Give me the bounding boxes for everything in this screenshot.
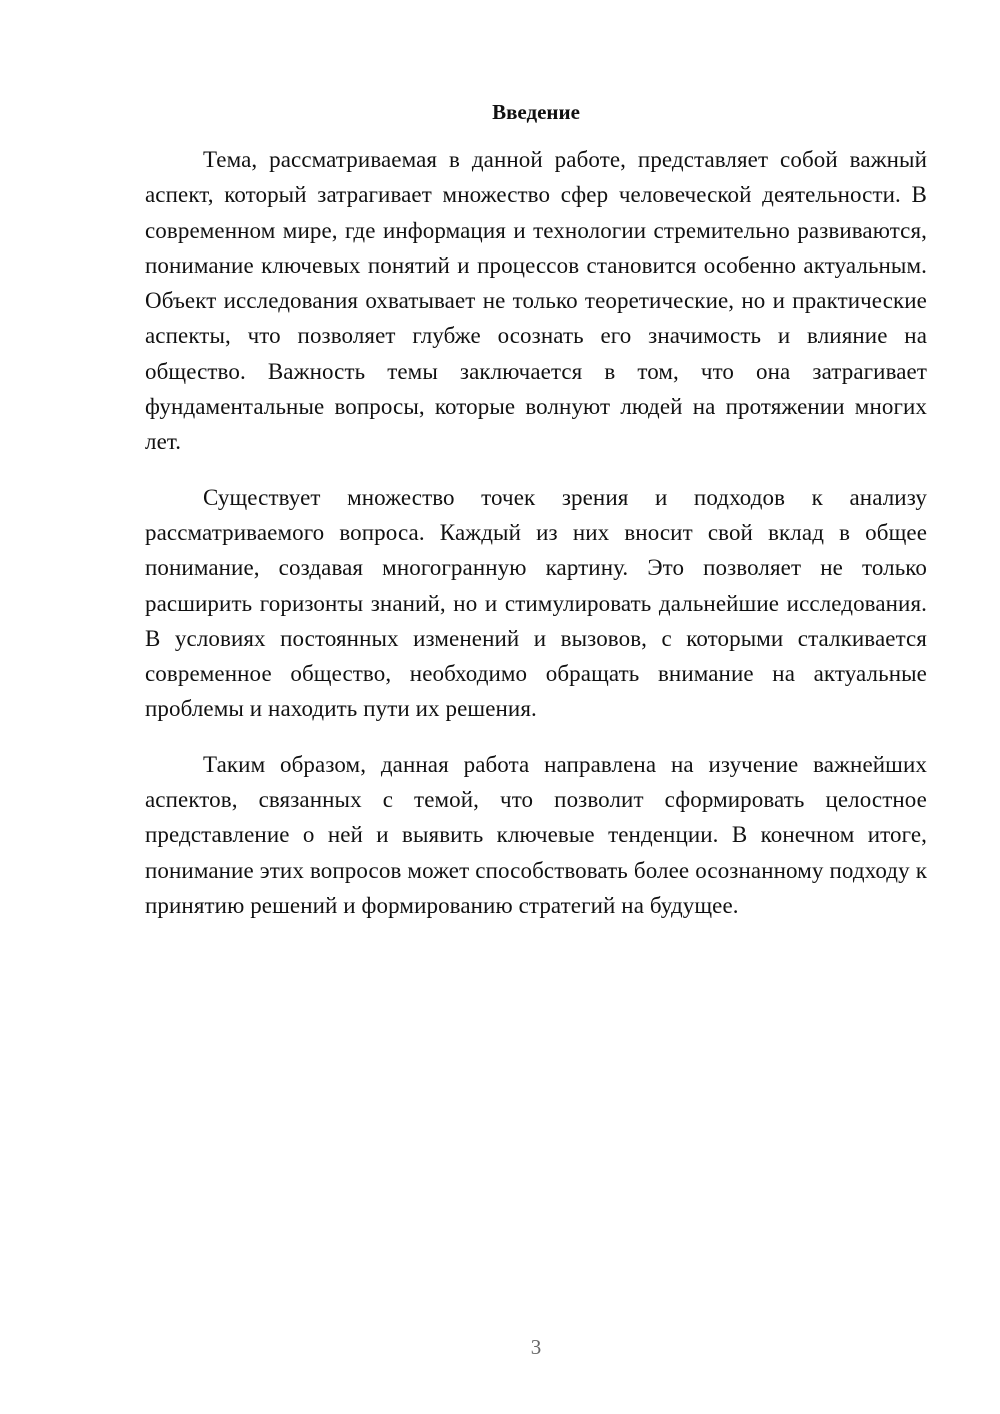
body-text: [145, 142, 927, 943]
paragraph-1: Тема, рассматриваемая в данной работе, представляет собой важный аспект, который затрагивает множество сфер человеческой деятельности. В современном мире, где информация и технологии стремительно развиваются, понимание ключевых понятий и процессов становится особенно актуальным. Объект исследования охватывает не только теоретические, но и практические аспекты, что позволяет глубже осознать его значимость и влияние на общество. Важность темы заключается в том, что она затрагивает фундаментальные вопросы, которые волнуют людей на протяжении многих лет.: [145, 147, 927, 455]
page-number: 3: [530, 1335, 542, 1359]
paragraph-2: Существует множество точек зрения и подходов к анализу рассматриваемого вопроса. Каждый из них вносит свой вклад в общее понимание, создавая многогранную картину. Это позволяет не только расширить горизонты знаний, но и стимулировать дальнейшие исследования. В условиях постоянных изменений и вызовов, с которыми сталкивается современное общество, необходимо обращать внимание на актуальные проблемы и находить пути их решения.: [145, 484, 927, 722]
paragraph-3: Таким образом, данная работа направлена на изучение важнейших аспектов, связанных с темой, что позволит сформировать целостное представление о ней и выявить ключевые тенденции. В конечном итоге, понимание этих вопросов может способствовать более осознанному подходу к принятию решений и формированию стратегий на будущее.: [145, 751, 927, 918]
section-title: Введение: [492, 100, 580, 124]
